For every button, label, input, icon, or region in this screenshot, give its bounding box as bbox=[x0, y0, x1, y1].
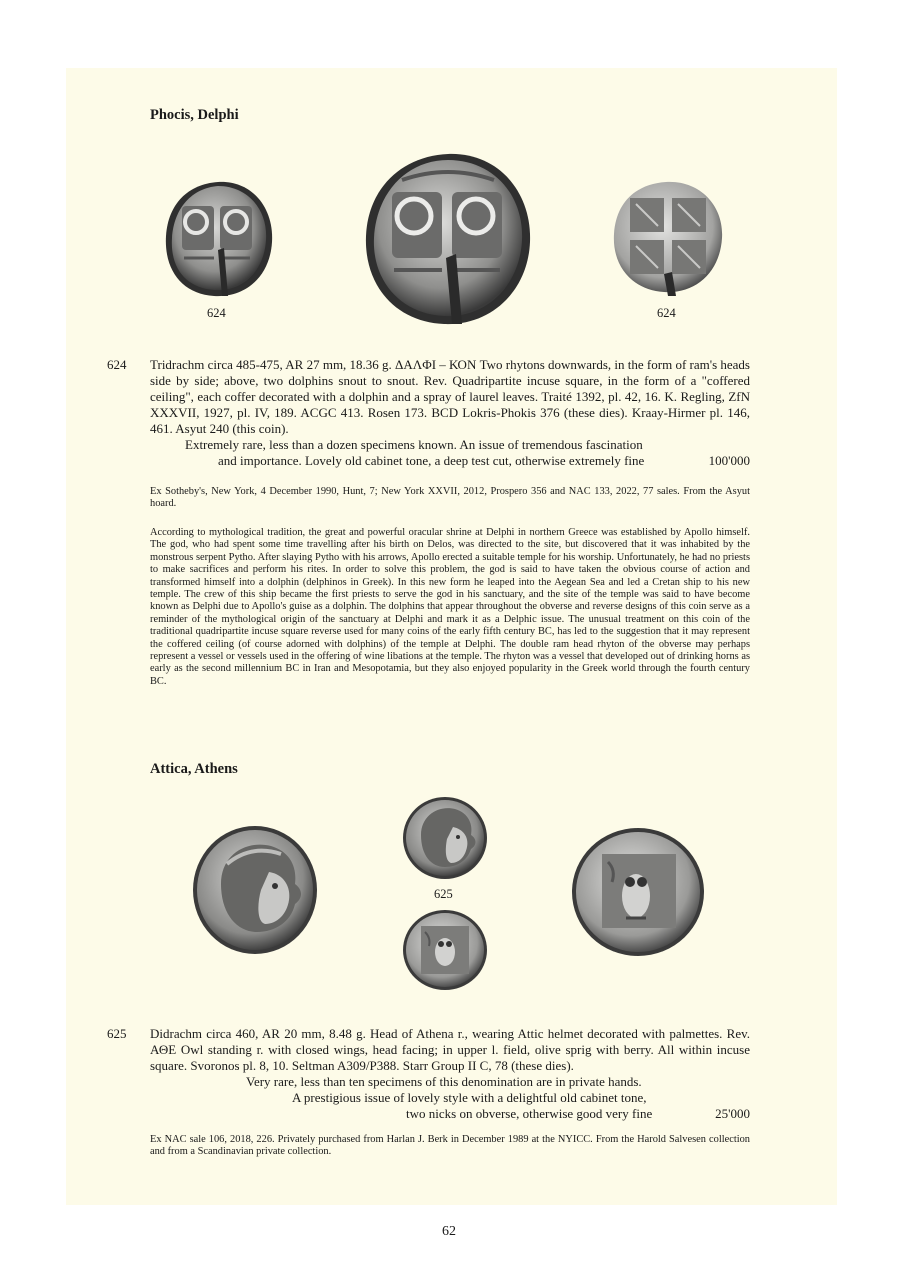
lot-grade: Very rare, less than ten specimens of this denomination are in private hands. bbox=[246, 1074, 642, 1089]
section-heading-phocis-delphi: Phocis, Delphi bbox=[150, 107, 239, 123]
lot-provenance: Ex Sotheby's, New York, 4 December 1990, Hunt, 7; New York XXVII, 2012, Prospero 356 and NAC 133, 2022, 77 sales. From the Asyut hoard. bbox=[150, 486, 750, 510]
lot-estimate: 100'000 bbox=[708, 453, 750, 468]
coin-624-obverse-image bbox=[160, 178, 276, 302]
page-number: 62 bbox=[442, 1224, 456, 1239]
image-caption: 625 bbox=[434, 887, 453, 901]
lot-grade: and importance. Lovely old cabinet tone, a deep test cut, otherwise extremely fine bbox=[218, 453, 645, 468]
lot-number: 625 bbox=[107, 1026, 127, 1041]
lot-estimate: 25'000 bbox=[715, 1106, 750, 1121]
coin-625-obverse-image bbox=[401, 795, 489, 881]
coin-625-reverse-enlarged-image bbox=[570, 826, 706, 958]
lot-note: According to mythological tradition, the great and powerful oracular shrine at Delphi in northern Greece was established by Apollo himself. The god, who had spent some time travelling after his birth on Delos, was directed to the site, but discovered that it was inhabited by the monstrous serpent Pytho. After slaying Pytho with his arrows, Apollo erected a suitable temple for his worship. Unfortunately, he had no priests to make sacrifices and perform his rites. In order to solve this problem, the god is said to have taken the obvious course of action and transformed himself into a dolphin (delphinos in Greek). In this new form he leaped into the Aegean Sea and led a Cretan ship to his new temple. The crew of this ship became the first priests to serve the god in his sanctuary, and the site of the temple was said to have become known as Delphi due to Apollo's guise as a dolphin. The dolphins that appear throughout the obverse and reverse designs of this coin serve as a reminder of the mythological origin of the sanctuary at Delphi and mark it as a Delphic issue. The unusual treatment on this coin of the traditional quadripartite incuse square reverse used for many coins of the early fifth century BC, has led to the suggestion that it may represent the coffered ceiling (of course adorned with dolphins) of the temple at Delphi. The double ram head rhyton of the obverse may perhaps represent a vessel or vessels used in the offering of wine libations at the temple. The rhyton was a vessel that developed out of drinking horns as early as the second millennium BC in Iran and Mesopotamia, but they also enjoyed popularity in the Greek world through the fourth century BC. bbox=[150, 527, 750, 687]
lot-provenance: Ex NAC sale 106, 2018, 226. Privately purchased from Harlan J. Berk in December 1989 at the NYICC. From the Harold Salvesen collection and from a Scandinavian private collection. bbox=[150, 1134, 750, 1158]
image-caption: 624 bbox=[207, 306, 226, 320]
lot-number: 624 bbox=[107, 357, 127, 372]
lot-grade: A prestigious issue of lovely style with a delightful old cabinet tone, bbox=[292, 1090, 647, 1105]
lot-grade: two nicks on obverse, otherwise good very fine bbox=[406, 1106, 653, 1121]
coin-624-obverse-enlarged-image bbox=[362, 150, 534, 328]
section-heading-attica-athens: Attica, Athens bbox=[150, 761, 238, 777]
lot-description: Tridrachm circa 485-475, AR 27 mm, 18.36 g. ΔΑΛΦΙ – ΚΟΝ Two rhytons downwards, in the form of ram's heads side by side; above, two dolphins snout to snout. Rev. Quadripartite incuse square, in the form of a "coffered ceiling", each coffer decorated with a dolphin and a spray of laurel leaves. Traité 1392, pl. 42, 16. K. Regling, ZfN XXXVII, 1927, pl. IV, 189. ACGC 413. Rosen 173. BCD Lokris-Phokis 376 (these dies). Kraay-Hirmer pl. 146, 461. Asyut 240 (this coin). bbox=[150, 357, 750, 436]
coin-624-reverse-image bbox=[610, 178, 726, 298]
lot-grade: Extremely rare, less than a dozen specimens known. An issue of tremendous fascination bbox=[185, 437, 643, 452]
lot-description: Didrachm circa 460, AR 20 mm, 8.48 g. Head of Athena r., wearing Attic helmet decorated with palmettes. Rev. ΑΘΕ Owl standing r. with closed wings, head facing; in upper l. field, olive sprig with berry. All within incuse square. Svoronos pl. 8, 10. Seltman A309/P388. Starr Group II C, 78 (these dies). bbox=[150, 1026, 750, 1073]
coin-625-obverse-enlarged-image bbox=[191, 824, 321, 958]
coin-625-reverse-image bbox=[401, 908, 489, 992]
image-caption: 624 bbox=[657, 306, 676, 320]
